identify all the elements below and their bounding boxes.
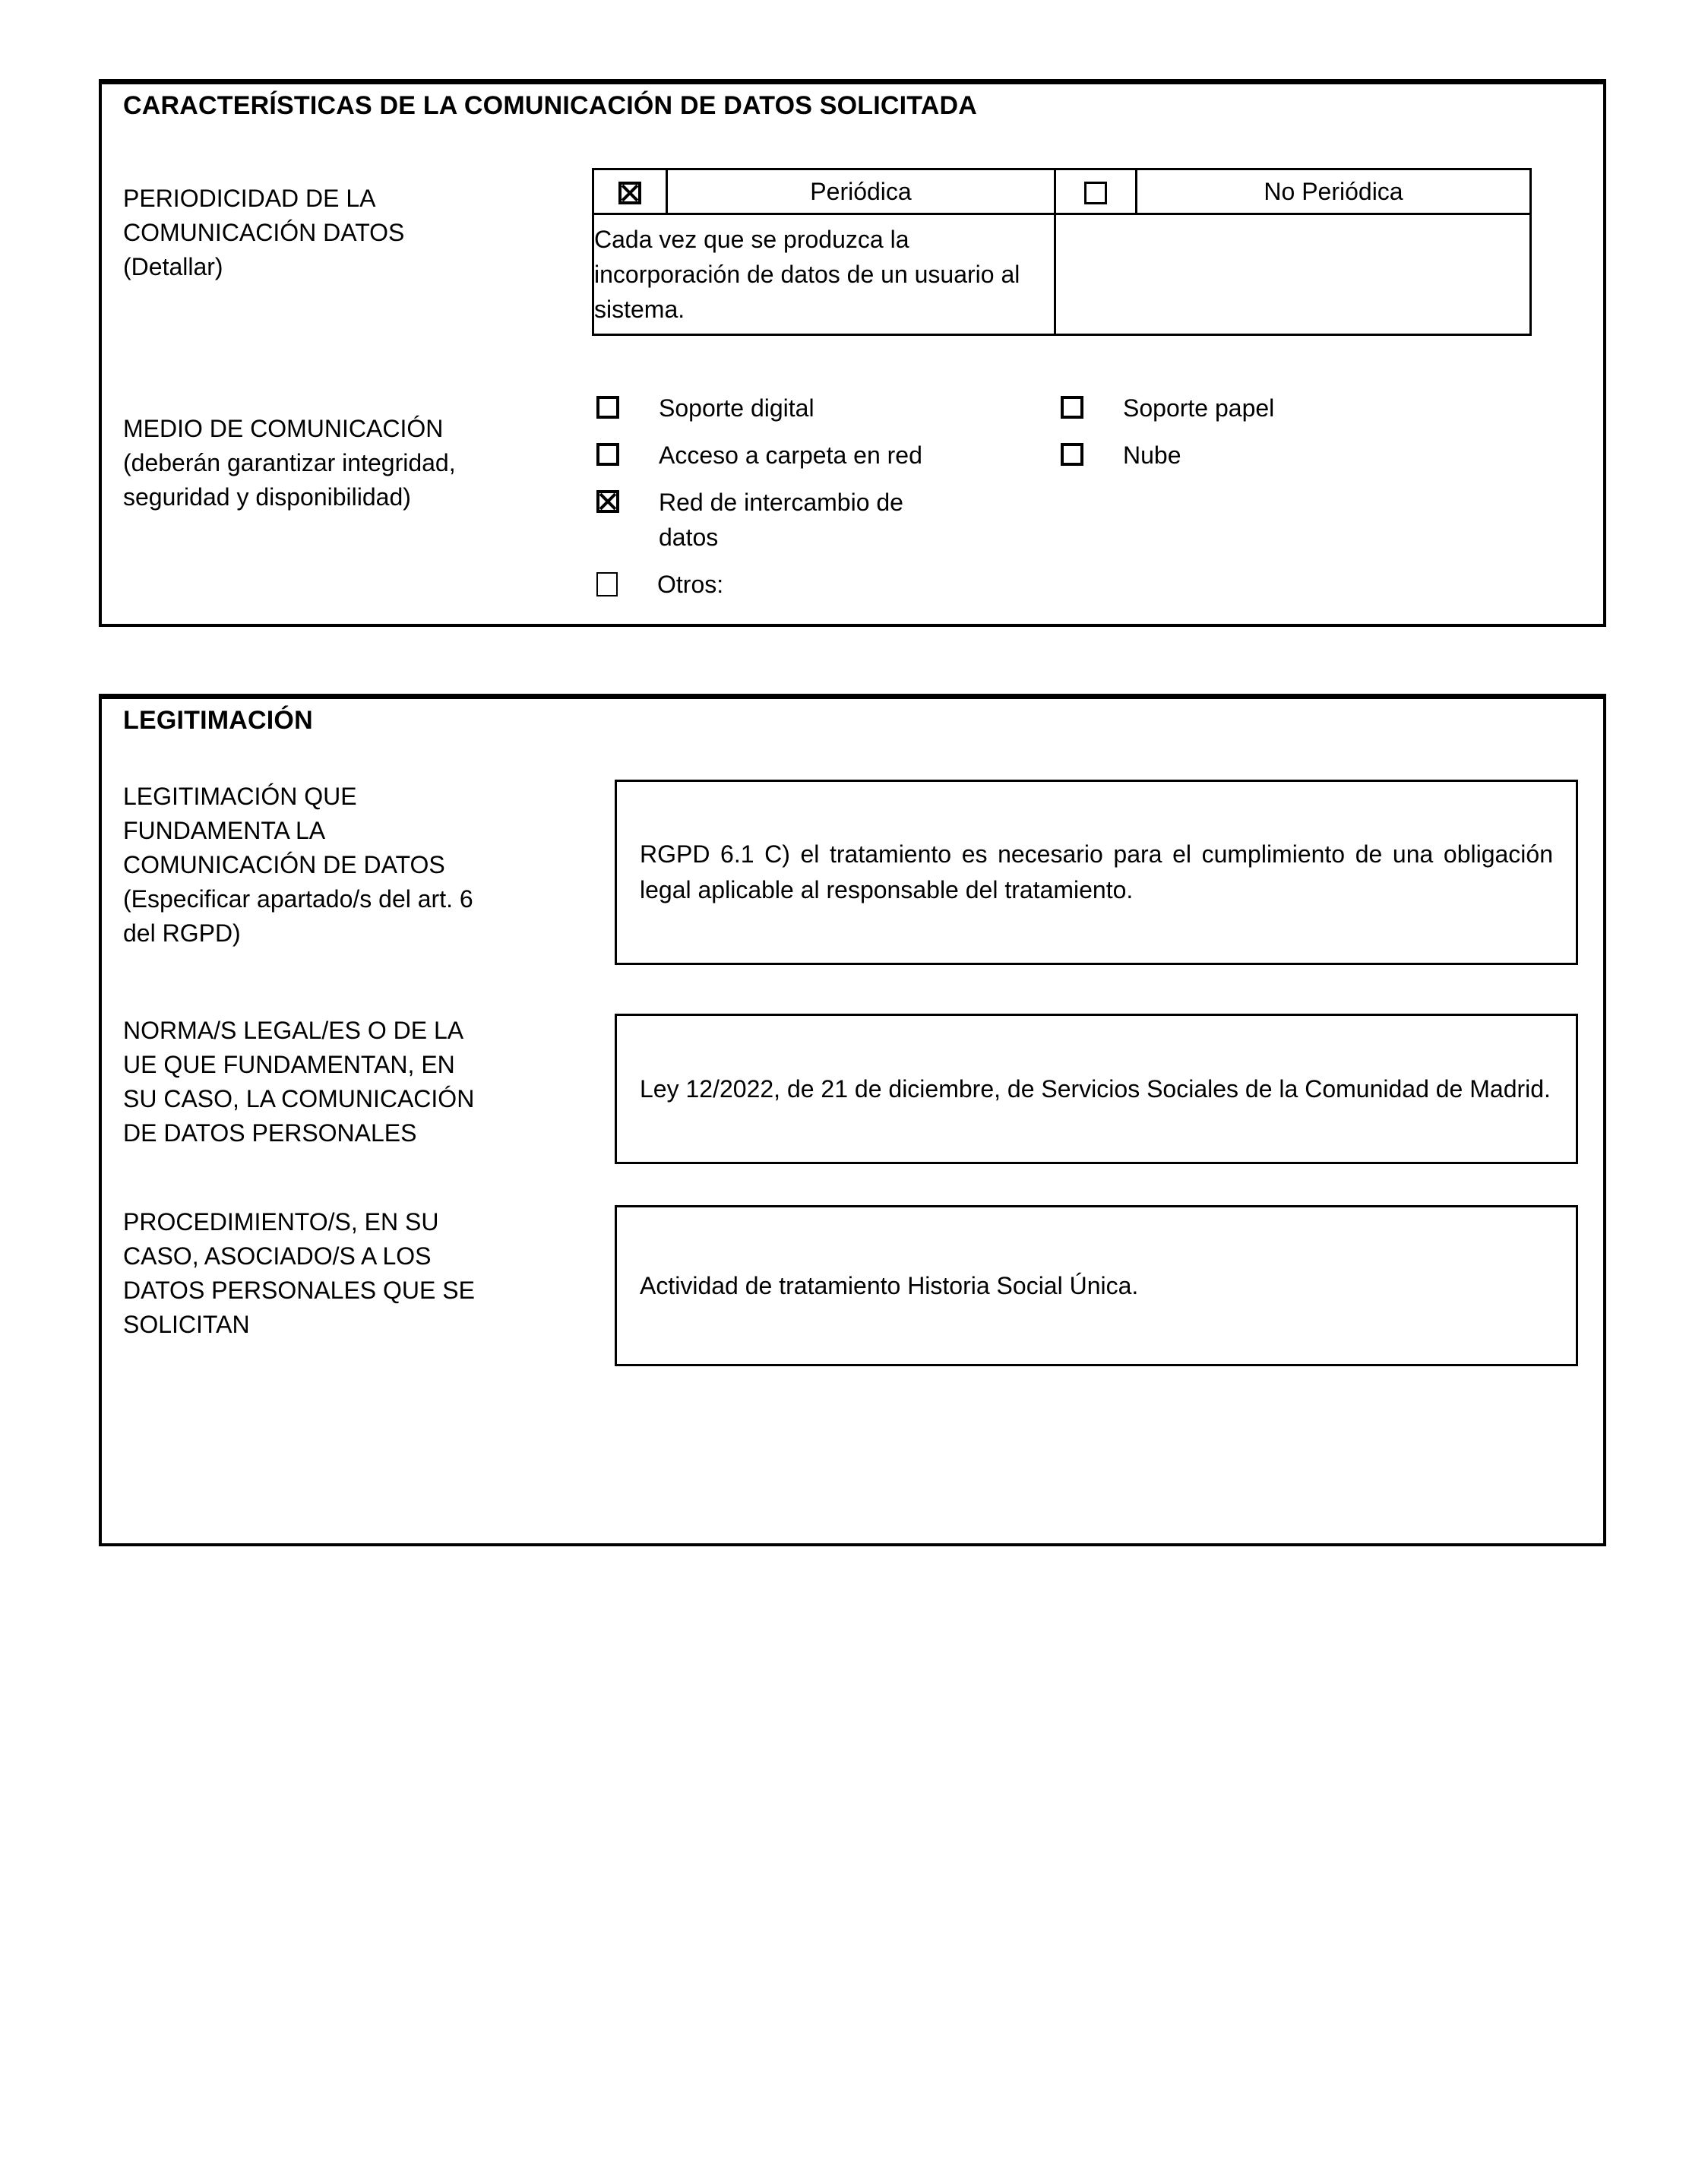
no-periodica-checkbox-cell: [1055, 169, 1137, 214]
option-label: Soporte digital: [659, 394, 814, 422]
legitimacion-section-title: LEGITIMACIÓN: [123, 706, 313, 735]
option-soporte-papel: [1061, 391, 1274, 426]
medio-label: MEDIO DE COMUNICACIÓN (deberán garantizar integridad, seguridad y disponibilidad): [123, 415, 456, 511]
procedimientos-label: PROCEDIMIENTO/S, EN SU CASO, ASOCIADO/S A LOS DATOS PERSONALES QUE SE SOLICITAN: [123, 1208, 475, 1338]
checkbox-periodica[interactable]: [618, 182, 641, 204]
procedimientos-value: Actividad de tratamiento Historia Social Única.: [640, 1271, 1139, 1299]
procedimientos-row: [123, 1205, 1582, 1366]
option-label: Red de intercambio de datos: [659, 489, 903, 551]
legitimacion-fundamento-value: RGPD 6.1 C) el tratamiento es necesario para el cumplimiento de una obligación legal aplicable al responsable del tratamiento.: [640, 840, 1553, 903]
option-label: Acceso a carpeta en red: [659, 441, 922, 469]
periodicidad-label: PERIODICIDAD DE LA COMUNICACIÓN DATOS (Detallar): [123, 185, 405, 280]
option-label: Nube: [1123, 441, 1181, 469]
medio-row: [123, 391, 1582, 614]
legitimacion-fundamento-value-box[interactable]: [615, 780, 1578, 965]
caracteristicas-section: [99, 79, 1606, 627]
option-soporte-digital: [596, 391, 1061, 426]
checkbox-otros[interactable]: [596, 572, 618, 596]
checkbox-no-periodica[interactable]: [1084, 182, 1107, 204]
checkbox-acceso-carpeta-en-red[interactable]: [596, 443, 619, 466]
option-otros: [596, 567, 1061, 602]
periodica-checkbox-cell: [593, 169, 667, 214]
legitimacion-fundamento-row: [123, 780, 1582, 965]
normas-legales-value-box[interactable]: [615, 1014, 1578, 1164]
periodica-detail-cell[interactable]: Cada vez que se produzca la incorporación de datos de un usuario al sistema.: [593, 214, 1055, 335]
option-label: Otros:: [657, 571, 724, 598]
periodicidad-row: [123, 168, 1582, 336]
normas-legales-value: Ley 12/2022, de 21 de diciembre, de Servicios Sociales de la Comunidad de Madrid.: [640, 1074, 1551, 1103]
medio-options-column-2: [1061, 391, 1274, 485]
no-periodica-detail-cell[interactable]: [1055, 214, 1531, 335]
normas-legales-label: NORMA/S LEGAL/ES O DE LA UE QUE FUNDAMENTAN, EN SU CASO, LA COMUNICACIÓN DE DATOS PERSONALES: [123, 1017, 475, 1147]
no-periodica-option-label: No Periódica: [1137, 169, 1531, 214]
periodica-option-label: Periódica: [667, 169, 1055, 214]
checkbox-soporte-digital[interactable]: [596, 396, 619, 419]
checkbox-red-intercambio-datos[interactable]: [596, 490, 619, 513]
medio-options-column-1: [596, 391, 1061, 614]
legitimacion-fundamento-label: LEGITIMACIÓN QUE FUNDAMENTA LA COMUNICACIÓN DE DATOS (Especificar apartado/s del art. 6 del RGPD): [123, 783, 473, 947]
caracteristicas-section-title: CARACTERÍSTICAS DE LA COMUNICACIÓN DE DATOS SOLICITADA: [123, 91, 977, 120]
option-label: Soporte papel: [1123, 394, 1275, 422]
periodicidad-table: [592, 168, 1532, 336]
checkbox-nube[interactable]: [1061, 443, 1083, 466]
medio-options: [592, 391, 1274, 614]
legitimacion-section: [99, 694, 1606, 1546]
checkbox-soporte-papel[interactable]: [1061, 396, 1083, 419]
option-red-intercambio: [596, 485, 1061, 555]
procedimientos-value-box[interactable]: [615, 1205, 1578, 1366]
option-nube: [1061, 438, 1274, 473]
normas-legales-row: [123, 1014, 1582, 1164]
option-acceso-carpeta: [596, 438, 1061, 473]
